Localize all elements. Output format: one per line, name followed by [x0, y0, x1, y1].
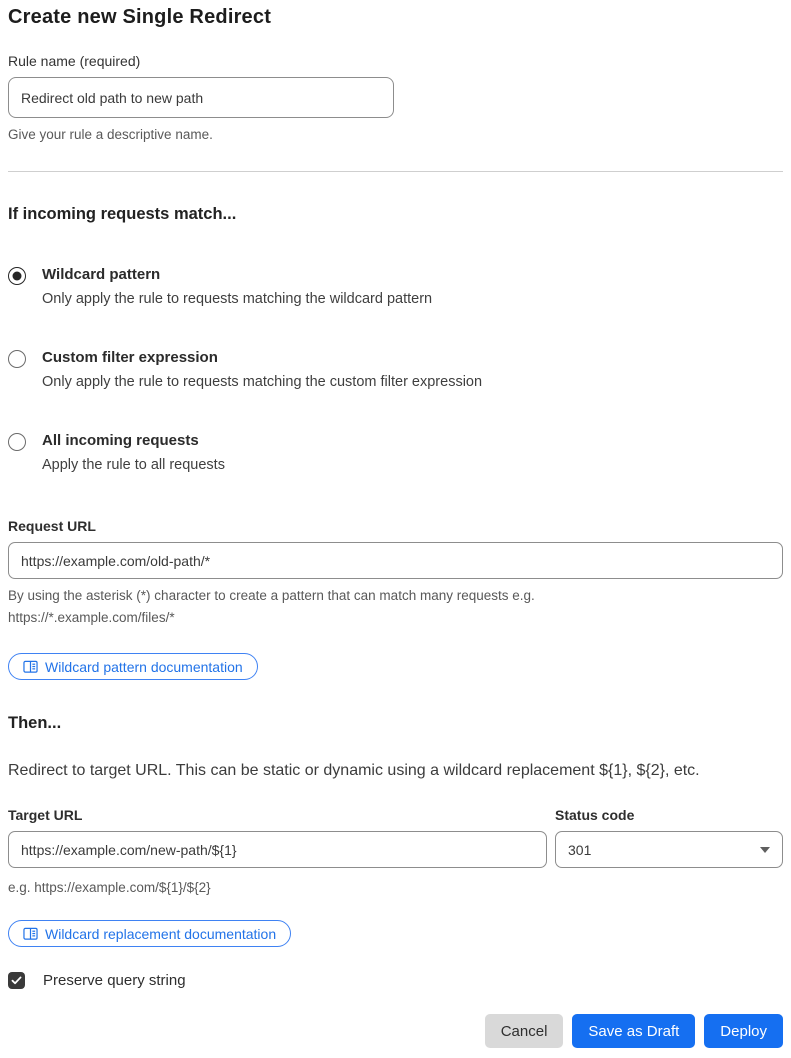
then-section-heading: Then... — [8, 714, 62, 732]
request-url-label: Request URL — [8, 518, 96, 534]
request-url-helper-line2: https://*.example.com/files/* — [8, 610, 175, 625]
match-radio-group — [8, 266, 783, 474]
target-status-row — [8, 807, 783, 868]
radio-label: All incoming requests — [42, 432, 199, 449]
save-as-draft-button[interactable]: Save as Draft — [572, 1014, 695, 1048]
deploy-button[interactable]: Deploy — [704, 1014, 783, 1048]
section-divider — [8, 171, 783, 172]
status-code-label: Status code — [555, 807, 635, 823]
footer-actions — [8, 1014, 783, 1048]
preserve-query-string-label: Preserve query string — [43, 972, 186, 989]
status-code-select[interactable] — [555, 831, 783, 868]
radio-description: Only apply the rule to requests matching the wildcard pattern — [42, 291, 433, 307]
request-url-field — [8, 518, 783, 680]
checkbox-checked-icon[interactable] — [8, 972, 25, 989]
cancel-button[interactable]: Cancel — [485, 1014, 564, 1048]
radio-unselected-icon[interactable] — [8, 433, 26, 451]
request-url-helper-line1: By using the asterisk (*) character to create a pattern that can match many requests e.g. — [8, 588, 535, 603]
rule-name-field — [8, 53, 783, 146]
chevron-down-icon — [760, 847, 770, 853]
radio-selected-icon[interactable] — [8, 267, 26, 285]
rule-name-helper: Give your rule a descriptive name. — [8, 127, 213, 142]
wildcard-replacement-doc-label: Wildcard replacement documentation — [45, 925, 277, 942]
wildcard-pattern-doc-label: Wildcard pattern documentation — [45, 658, 243, 675]
radio-option-wildcard-pattern[interactable] — [8, 266, 783, 308]
target-url-label: Target URL — [8, 807, 83, 823]
request-url-helper — [8, 585, 783, 629]
radio-option-all-incoming-requests[interactable] — [8, 432, 783, 474]
book-icon — [23, 927, 38, 941]
status-code-value: 301 — [568, 841, 592, 858]
wildcard-pattern-doc-button[interactable] — [8, 653, 258, 680]
radio-label: Wildcard pattern — [42, 266, 161, 283]
target-url-input[interactable] — [8, 831, 547, 868]
then-description: Redirect to target URL. This can be static or dynamic using a wildcard replacement ${1}, ${2}, etc. — [8, 762, 700, 779]
radio-unselected-icon[interactable] — [8, 350, 26, 368]
radio-option-custom-filter-expression[interactable] — [8, 349, 783, 391]
page-title: Create new Single Redirect — [8, 6, 272, 28]
rule-name-input[interactable] — [8, 77, 394, 118]
radio-label: Custom filter expression — [42, 349, 218, 366]
status-code-field — [555, 807, 783, 868]
target-url-helper: e.g. https://example.com/${1}/${2} — [8, 880, 211, 895]
radio-description: Apply the rule to all requests — [42, 457, 225, 473]
rule-name-label: Rule name (required) — [8, 53, 141, 69]
preserve-query-string-checkbox-row[interactable] — [8, 972, 783, 989]
radio-description: Only apply the rule to requests matching the custom filter expression — [42, 374, 483, 390]
request-url-input[interactable] — [8, 542, 783, 579]
target-url-field — [8, 807, 547, 868]
wildcard-replacement-doc-button[interactable] — [8, 920, 291, 947]
book-icon — [23, 660, 38, 674]
match-section-heading: If incoming requests match... — [8, 205, 237, 223]
